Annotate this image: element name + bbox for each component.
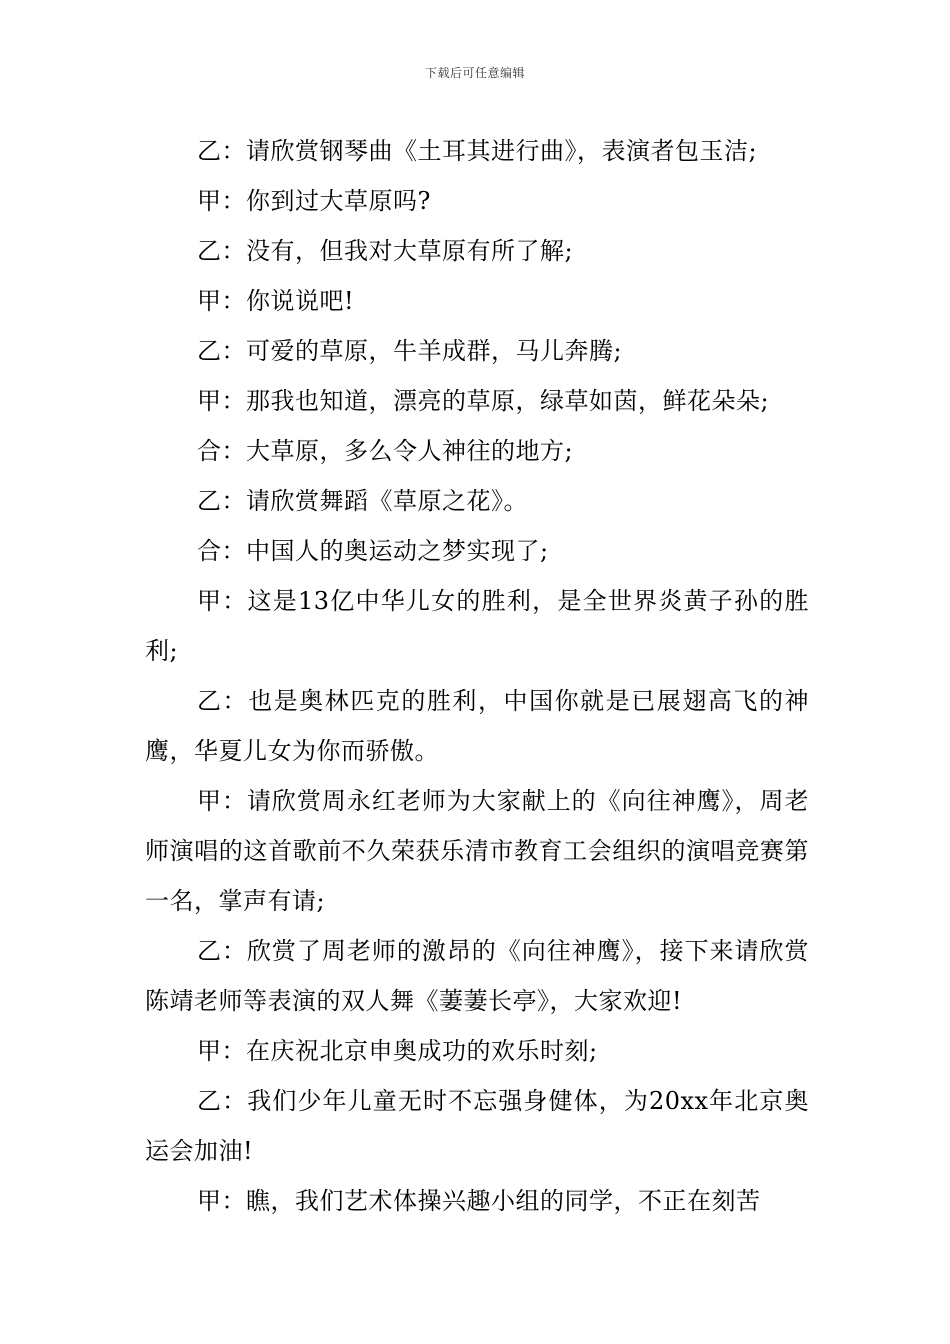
paragraph: 甲：瞧，我们艺术体操兴趣小组的同学，不正在刻苦 <box>197 1187 761 1215</box>
paragraph: 乙：欣赏了周老师的激昂的《向往神鹰》，接下来请欣赏陈靖老师等表演的双人舞《萋萋长亭》，大家欢迎! <box>145 937 809 1015</box>
paragraph: 甲：请欣赏周永红老师为大家献上的《向往神鹰》，周老师演唱的这首歌前不久荣获乐清市教育工会组织的演唱竞赛第一名，掌声有请; <box>145 787 809 915</box>
paragraph: 乙：请欣赏钢琴曲《土耳其进行曲》，表演者包玉洁; <box>197 137 758 165</box>
paragraph: 合：大草原，多么令人神往的地方; <box>197 437 574 465</box>
paragraph: 甲：那我也知道，漂亮的草原，绿草如茵，鲜花朵朵; <box>197 387 770 415</box>
paragraph: 甲：你到过大草原吗? <box>197 187 431 215</box>
paragraph: 乙：请欣赏舞蹈《草原之花》。 <box>197 487 528 515</box>
paragraph: 甲：你说说吧! <box>197 287 355 315</box>
paragraph: 合：中国人的奥运动之梦实现了; <box>197 537 549 565</box>
paragraph: 乙：没有，但我对大草原有所了解; <box>197 237 574 265</box>
document-body <box>145 126 809 1226</box>
paragraph: 乙：也是奥林匹克的胜利，中国你就是已展翅高飞的神鹰，华夏儿女为你而骄傲。 <box>145 687 809 765</box>
paragraph: 乙：我们少年儿童无时不忘强身健体，为20xx年北京奥运会加油! <box>145 1087 809 1165</box>
paragraph: 甲：这是13亿中华儿女的胜利，是全世界炎黄子孙的胜利; <box>145 587 809 665</box>
paragraph: 乙：可爱的草原，牛羊成群，马儿奔腾; <box>197 337 623 365</box>
paragraph: 甲：在庆祝北京申奥成功的欢乐时刻; <box>197 1037 598 1065</box>
page-header: 下载后可任意编辑 <box>424 66 525 80</box>
